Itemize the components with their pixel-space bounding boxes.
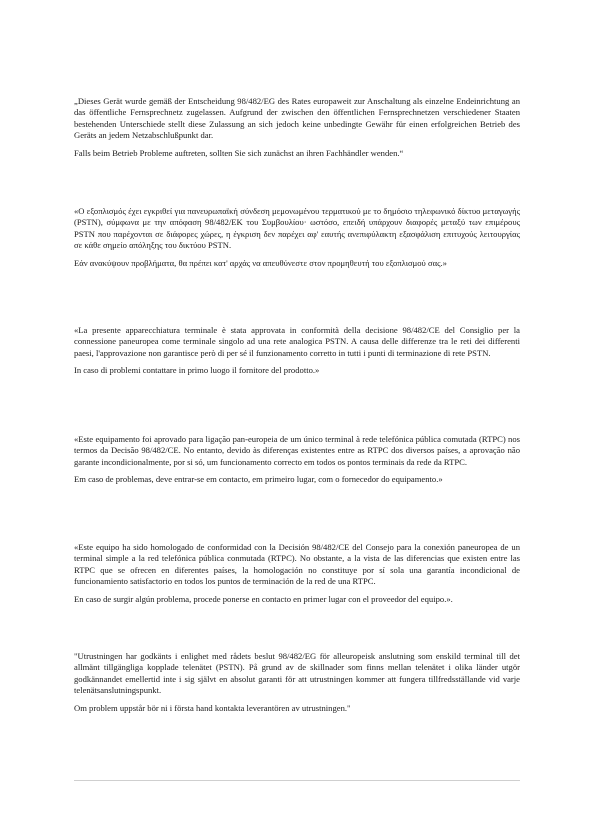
declaration-paragraph: «Este equipo ha sido homologado de conformidad con la Decisión 98/482/CE del Consejo para la conexión paneuropea de un terminal simple a la red telefónica pública conmutada (RTPC). No obstante, a la vista de las diferencias que existen entre las RTPC que se ofrecen en diferentes países, la homologación no constituye por sí sola una garantía incondicional de funcionamiento satisfactorio en todos los puntos de terminación de la red de una RTPC. [74, 542, 520, 587]
declaration-swedish [74, 651, 520, 714]
declaration-paragraph: "Utrustningen har godkänts i enlighet med rådets beslut 98/482/EG för alleuropeisk anslutning som enskild terminal till det allmänt tillgängliga kopplade telenätet (PSTN). På grund av de skillnader som finns mellan telenätet i olika länder utgör godkännandet emellertid inte i sig självt en absolut garanti för att utrustningen kommer att fungera tillfredsställande vid varje telenätsanslutningspunkt. [74, 651, 520, 696]
declaration-paragraph: Om problem uppstår bör ni i första hand kontakta leverantören av utrustningen." [74, 702, 351, 713]
declaration-paragraph: «Este equipamento foi aprovado para ligação pan-europeia de um único terminal à rede telefónica pública comutada (RTPC) nos termos da Decisão 98/482/CE. No entanto, devido às diferenças existentes entre as RTPC dos diversos países, a aprovação não garante incondicionalmente, por si só, um funcionamento correcto em todos os pontos terminais da rede da RTPC. [74, 434, 520, 467]
declaration-paragraph: „Dieses Gerät wurde gemäß der Entscheidung 98/482/EG des Rates europaweit zur Anschaltung als einzelne Endeinrichtung an das öffentliche Fernsprechnetz zugelassen. Aufgrund der zwischen den öffentlichen Fernsprechnetzen verschiedener Staaten bestehenden Unterschiede stellt diese Zulassung an sich jedoch keine unbedingte Gewähr für einen erfolgreichen Betrieb des Geräts an jedem Netzabschlußpunkt dar. [74, 96, 520, 141]
declaration-paragraph: In caso di problemi contattare in primo luogo il fornitore del prodotto.» [74, 365, 320, 376]
declaration-paragraph: Em caso de problemas, deve entrar-se em contacto, em primeiro lugar, com o fornecedor do equipamento.» [74, 474, 443, 485]
footer-divider [74, 780, 520, 781]
declaration-paragraph: En caso de surgir algún problema, procede ponerse en contacto en primer lugar con el proveedor del equipo.». [74, 593, 453, 604]
declaration-german [74, 96, 520, 159]
declaration-paragraph: «Ο εξοπλισμός έχει εγκριθεί για πανευρωπαϊκή σύνδεση μεμονωμένου τερματικού με το δημόσιο τηλεφωνικό δίκτυο μεταγωγής (PSTN), σύμφωνα με την απόφαση 98/482/ΕΚ του Συμβουλίου· ωστόσο, επειδή υπάρχουν διαφορές μεταξύ των επιμέρους PSTN που παρέχονται σε διάφορες χώρες, η έγκριση δεν παρέχει αφ' εαυτής ανεπιφύλακτη εξασφάλιση επιτυχούς λειτουργίας σε κάθε σημείο απόληξης του δικτύου PSTN. [74, 206, 520, 251]
declaration-paragraph: Falls beim Betrieb Probleme auftreten, sollten Sie sich zunächst an ihren Fachhändler wenden.“ [74, 147, 404, 158]
declaration-paragraph: «La presente apparecchiatura terminale è stata approvata in conformità della decisione 98/482/CE del Consiglio per la connessione paneuropea come terminale singolo ad una rete analogica PSTN. A causa delle differenze tra le reti dei differenti paesi, l'approvazione non garantisce però di per sé il funzionamento corretto in tutti i punti di terminazione di rete PSTN. [74, 325, 520, 358]
declaration-spanish [74, 542, 520, 605]
declaration-greek [74, 206, 520, 269]
declaration-paragraph: Εάν ανακύψουν προβλήματα, θα πρέπει κατ' αρχάς να απευθύνεστε στον προμηθευτή του εξοπλισμού σας.» [74, 257, 447, 268]
declaration-italian [74, 325, 520, 377]
declaration-portuguese [74, 434, 520, 486]
